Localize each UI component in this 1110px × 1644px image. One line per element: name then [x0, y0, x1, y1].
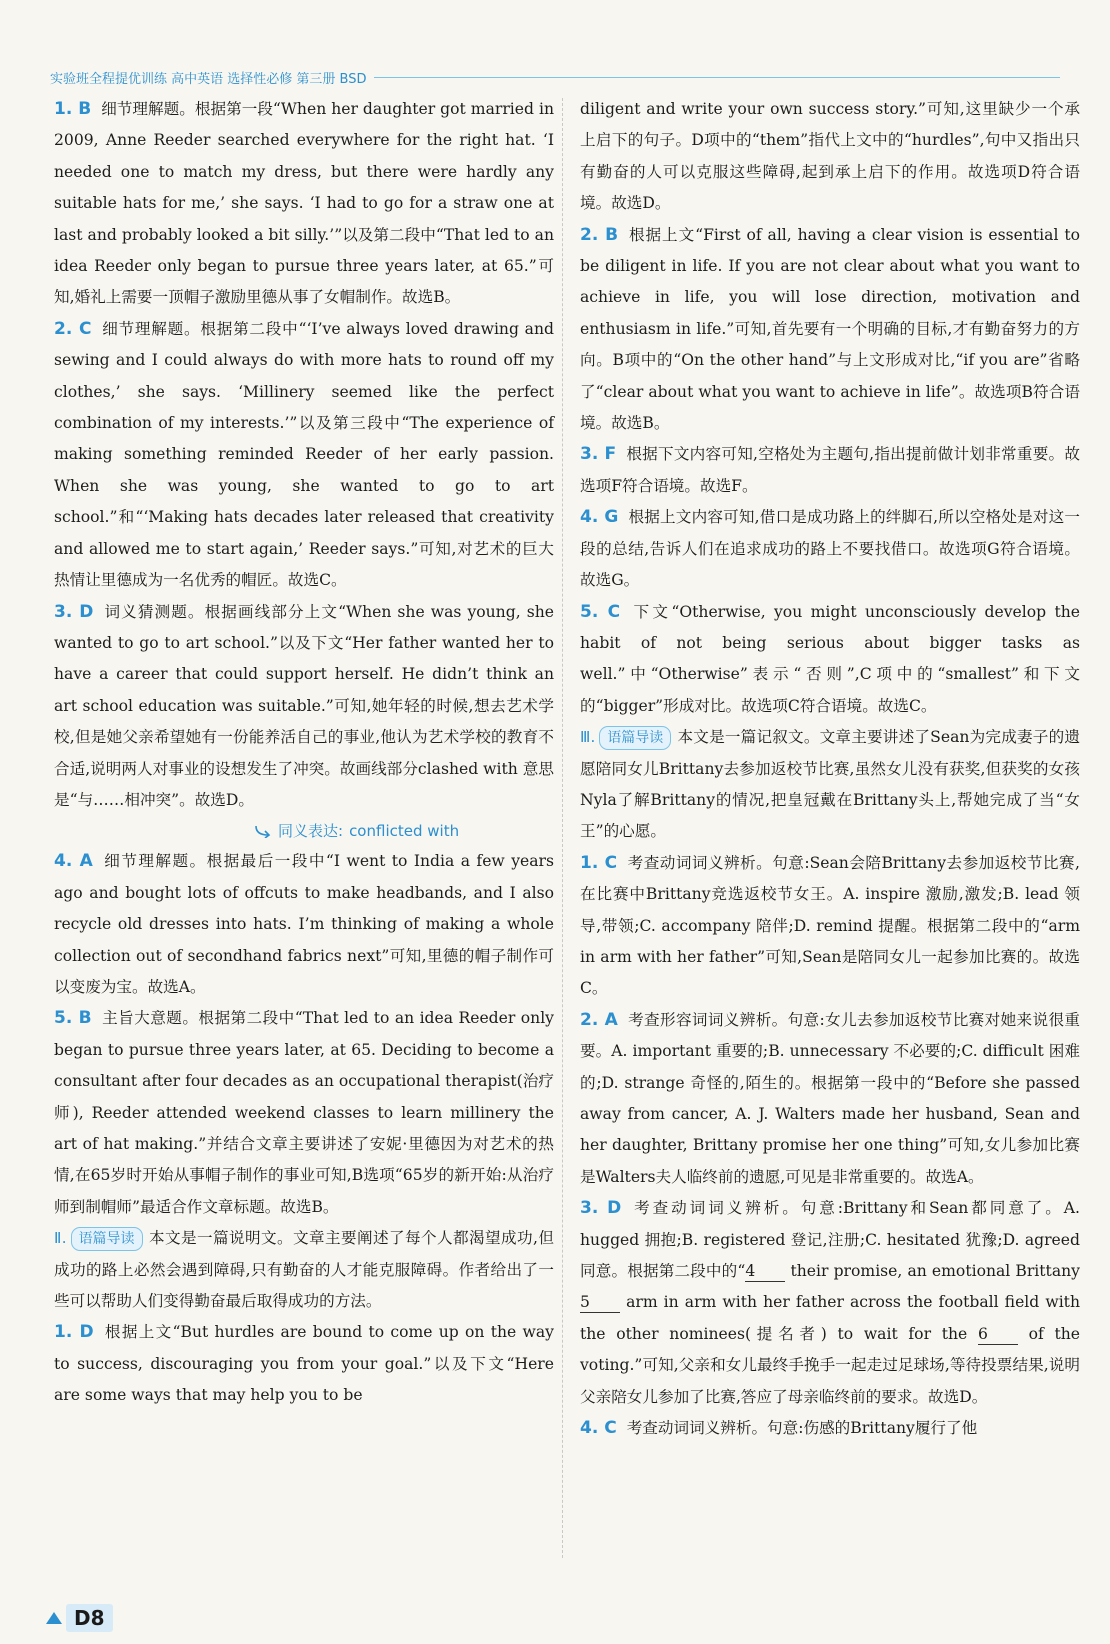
answer-text: 考查动词词义辨析。句意:伤感的Brittany履行了他: [626, 1419, 978, 1438]
page-header: [50, 66, 1060, 88]
answer-item: [54, 94, 554, 314]
answer-item: [580, 1193, 1080, 1413]
answer-number: 3. D: [580, 1198, 622, 1219]
answer-number: 2. B: [580, 224, 619, 245]
answer-number: 4. C: [580, 1418, 617, 1439]
answer-item: [54, 1003, 554, 1223]
answer-text: their promise, an emotional Brittany: [785, 1262, 1080, 1281]
answer-text: 细节理解题。根据第二段中“‘I’ve always loved drawing and sewing and I could always do with more hats to round off my clothes,’ she says. ‘Millinery seemed like the perfect combination of my interests.’”以及第三段中“The experience of making something reminded Reeder of her early passion. When she was young, she wanted to go to art school.”和“‘Making hats decades later released that creativity and allowed me to start again,’ Reeder says.”可知,对艺术的巨大热情让里德成为一名优秀的帽匠。故选C。: [54, 319, 554, 590]
answer-text: 根据上文“But hurdles are bound to come up on the way to success, discouraging you from your goal.”以及下文“Here are some ways that may help you to be: [54, 1323, 554, 1405]
answer-item: [580, 1413, 1080, 1444]
answer-number: 1. C: [580, 852, 618, 873]
curved-arrow-icon: [254, 824, 272, 838]
page-number: D8: [66, 1604, 113, 1632]
passage-guide: [580, 722, 1080, 848]
answer-item: [580, 502, 1080, 596]
answer-text: 细节理解题。根据第一段“When her daughter got married in 2009, Anne Reeder searched everywhere for the right hat. ‘I needed one to match my dress, but there were hardly any suitable hats for me,’ she says. ‘I had to go for a straw one at last and probably looked a bit silly.’”以及第二段中“That led to an idea Reeder only began to pursue three years later, at 65.”可知,婚礼上需要一顶帽子激励里德从事了女帽制作。故选B。: [54, 100, 554, 307]
guide-tag: 语篇导读: [599, 726, 671, 750]
answer-text: 考查形容词词义辨析。句意:女儿去参加返校节比赛对她来说很重要。A. important 重要的;B. unnecessary 不必要的;C. difficult 困难的;D. strange 奇怪的,陌生的。根据第一段中的“Before she passed away from cancer, A. J. Walters made her husband, Sean and her daughter, Brittany promise her one thing”可知,女儿参加比赛是Walters夫人临终前的遗愿,可见是非常重要的。故选A。: [580, 1010, 1080, 1186]
blank-number: 6: [978, 1324, 1018, 1345]
guide-text: 本文是一篇记叙文。文章主要讲述了Sean为完成妻子的遗愿陪同女儿Brittany去参加返校节比赛,虽然女儿没有获奖,但获奖的女孩Nyla了解Brittany的情况,把皇冠戴在Brittany头上,帮她完成了当“女王”的心愿。: [580, 728, 1080, 841]
section-label: Ⅲ.: [580, 728, 596, 747]
answer-number: 1. B: [54, 99, 92, 119]
right-column: [580, 94, 1080, 1444]
left-column: [54, 94, 554, 1412]
answer-number: 4. G: [580, 507, 619, 528]
answer-text: of the voting.”可知,父亲和女儿最终手挽手一起走过足球场,等待投票结果,说明父亲陪女儿参加了比赛,答应了母亲临终前的要求。故选D。: [580, 1324, 1080, 1406]
synonym-note: [254, 816, 554, 846]
answer-number: 1. D: [54, 1322, 94, 1343]
answer-item: [54, 597, 554, 817]
answer-text: 细节理解题。根据最后一段中“I went to India a few years ago and bought lots of offcuts to make headbands, and I also recycle old dresses into hats. I’m thinking of making a whole collection out of secondhand fabrics next”可知,里德的帽子制作可以变废为宝。故选A。: [54, 852, 554, 996]
answer-text: 主旨大意题。根据第二段中“That led to an idea Reeder only began to pursue three years later, at 65. Deciding to become a consultant after four decades as an occupational therapist(治疗师), Reeder attended weekend classes to learn millinery the art of hat making.”并结合文章主要讲述了安妮·里德因为对艺术的热情,在65岁时开始从事帽子制作的事业可知,B选项“65岁的新开始:从治疗师到制帽师”最适合作文章标题。故选B。: [54, 1009, 554, 1216]
answer-number: 3. D: [54, 601, 94, 622]
blank-number: 4: [745, 1261, 785, 1282]
answer-number: 4. A: [54, 851, 93, 872]
answer-text: arm in arm with her father across the football field with the other nominees(提名者) to wait for the: [580, 1293, 1080, 1343]
answer-number: 2. A: [580, 1009, 618, 1030]
answer-text: 下文“Otherwise, you might unconsciously develop the habit of not being serious about bigger tasks as well.”中“Otherwise”表示“否则”,C项中的“smallest”和下文的“bigger”形成对比。故选项C符合语境。故选C。: [580, 602, 1080, 715]
synonym-text: conflicted with: [349, 822, 460, 841]
answer-text: 词义猜测题。根据画线部分上文“When she was young, she wanted to go to art school.”以及下文“Her father wanted her to have a career that could support herself. He didn’t think an art school education was suitable.”可知,她年轻的时候,想去艺术学校,但是她父亲希望她有一份能养活自己的事业,他认为艺术学校的教育不合适,说明两人对事业的设想发生了冲突。故画线部分clashed with 意思是“与……相冲突”。故选D。: [54, 602, 554, 809]
answer-number: 3. F: [580, 444, 617, 465]
answer-item: [54, 846, 554, 1003]
blank-number: 5: [580, 1292, 620, 1313]
answer-item: [580, 597, 1080, 723]
header-rule: [374, 77, 1060, 78]
answer-item: [54, 1317, 554, 1411]
answer-text: 考查动词词义辨析。句意:Brittany和Sean都同意了。A. hugged 拥抱;B. registered 登记,注册;C. hesitated 犹豫;D. agreed 同意。根据第二段中的“: [580, 1199, 1080, 1281]
answer-text: 考查动词词义辨析。句意:Sean会陪Brittany去参加返校节比赛,在比赛中Brittany竞选返校节女王。A. inspire 激励,激发;B. lead 领导,带领;C. accompany 陪伴;D. remind 提醒。根据第二段中的“arm in arm with her father”可知,Sean是陪同女儿一起参加比赛的。故选C。: [580, 853, 1080, 998]
column-divider: [562, 98, 563, 1558]
synonym-label: 同义表达:: [278, 822, 344, 841]
answer-number: 5. C: [580, 601, 621, 622]
answer-text: 根据上文“First of all, having a clear vision is essential to be diligent in life. If you are not clear about what you want to achieve in life, you will lose direction, motivation and enthusiasm in life.”可知,首先要有一个明确的目标,才有勤奋努力的方向。B项中的“On the other hand”与上文形成对比,“if you are”省略了“clear about what you want to achieve in life”。故选项B符合语境。故选B。: [580, 225, 1080, 433]
page-footer: [46, 1604, 113, 1632]
answer-number: 5. B: [54, 1008, 92, 1029]
guide-text: 本文是一篇说明文。文章主要阐述了每个人都渴望成功,但成功的路上必然会遇到障碍,只有勤奋的人才能克服障碍。作者给出了一些可以帮助人们变得勤奋最后取得成功的方法。: [54, 1229, 554, 1311]
answer-text: 根据上文内容可知,借口是成功路上的绊脚石,所以空格处是对这一段的总结,告诉人们在追求成功的路上不要找借口。故选项G符合语境。故选G。: [580, 508, 1080, 590]
answer-text: 根据下文内容可知,空格处为主题句,指出提前做计划非常重要。故选项F符合语境。故选F。: [580, 445, 1080, 495]
answer-item: [54, 314, 554, 597]
answer-item: [580, 220, 1080, 440]
guide-tag: 语篇导读: [71, 1227, 143, 1251]
answer-item: [580, 848, 1080, 1005]
header-title: 实验班全程提优训练 高中英语 选择性必修 第三册 BSD: [50, 71, 367, 87]
answer-item: [580, 439, 1080, 502]
answer-item: [580, 1005, 1080, 1193]
passage-guide: [54, 1223, 554, 1317]
page-marker-icon: [46, 1612, 62, 1624]
answer-number: 2. C: [54, 318, 92, 339]
answer-continuation: diligent and write your own success story.”可知,这里缺少一个承上启下的句子。D项中的“them”指代上文中的“hurdles”,句中又指出只有勤奋的人可以克服这些障碍,起到承上启下的作用。故选项D符合语境。故选D。: [580, 100, 1080, 213]
section-label: Ⅱ.: [54, 1229, 67, 1248]
